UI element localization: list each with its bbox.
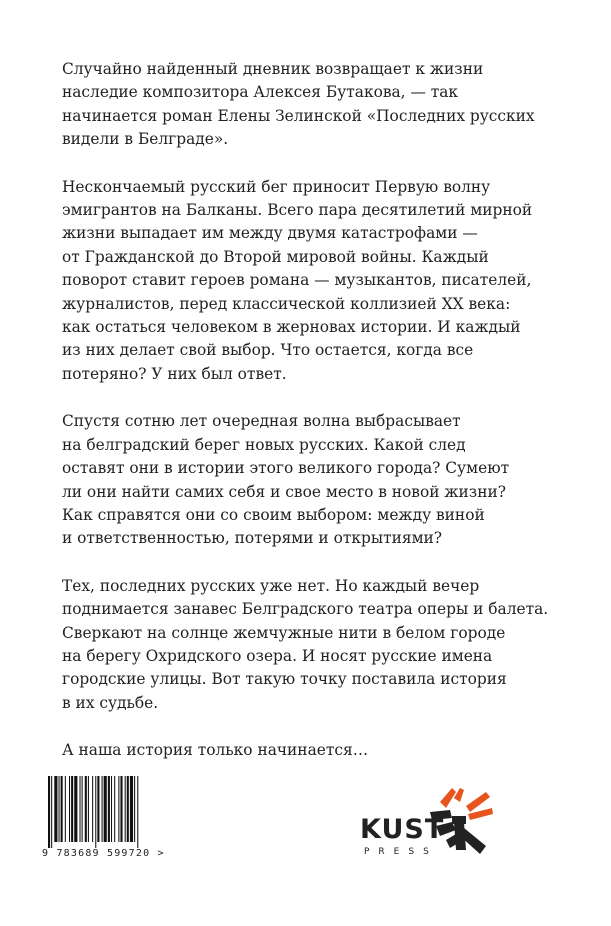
text-line: ли они найти самих себя и свое место в новой жизни? (62, 482, 506, 501)
text-line: городские улицы. Вот такую точку поставила история (62, 670, 507, 689)
text-line: Тех, последних русских уже нет. Но каждый вечер (62, 576, 480, 595)
text-line: эмигрантов на Балканы. Всего пара десятилетий мирной (62, 201, 533, 220)
logo-wordmark: KUST (360, 814, 445, 845)
paragraph-2 (62, 176, 562, 387)
text-line: Спустя сотню лет очередная волна выбрасывает (62, 412, 461, 431)
text-line: на берегу Охридского озера. И носят русские имена (62, 646, 493, 665)
paragraph-5 (62, 739, 562, 762)
text-line: жизни выпадает им между двумя катастрофами — (62, 224, 478, 243)
text-line: как остаться человеком в жерновах истории. И каждый (62, 318, 521, 337)
text-line: наследие композитора Алексея Бутакова, — так (62, 83, 459, 102)
text-line: на белградский берег новых русских. Какой след (62, 435, 466, 454)
paragraph-4 (62, 575, 562, 715)
publisher-logo (356, 784, 496, 874)
logo-subtitle: PRESS (364, 847, 438, 857)
isbn-barcode (42, 776, 172, 862)
text-line: оставят они в истории этого великого города? Сумеют (62, 459, 510, 478)
text-line: журналистов, перед классической коллизией XX века: (62, 294, 511, 313)
text-line: Как справятся они со своим выбором: между виной (62, 505, 485, 524)
back-cover-text (62, 58, 562, 787)
paragraph-1 (62, 58, 562, 152)
text-line: видели в Белграде». (62, 130, 229, 149)
text-line: из них делает свой выбор. Что остается, когда все (62, 341, 474, 360)
text-line: поворот ставит героев романа — музыкантов, писателей, (62, 271, 532, 290)
text-line: в их судьбе. (62, 693, 159, 712)
text-line: от Гражданской до Второй мировой войны. Каждый (62, 247, 489, 266)
text-line: Сверкают на солнце жемчужные нити в белом городе (62, 623, 506, 642)
text-line: начинается роман Елены Зелинской «Последних русских (62, 106, 535, 125)
paragraph-3 (62, 410, 562, 550)
text-line: Случайно найденный дневник возвращает к жизни (62, 60, 484, 78)
text-line: Нескончаемый русский бег приносит Первую волну (62, 177, 491, 196)
text-line: потеряно? У них был ответ. (62, 364, 287, 383)
text-line: поднимается занавес Белградского театра оперы и балета. (62, 600, 549, 619)
barcode-icon (48, 776, 166, 848)
isbn-digits: 9 783689 599720 > (42, 848, 165, 859)
text-line: А наша история только начинается… (62, 741, 369, 760)
text-line: и ответственностью, потерями и открытиями? (62, 529, 443, 548)
